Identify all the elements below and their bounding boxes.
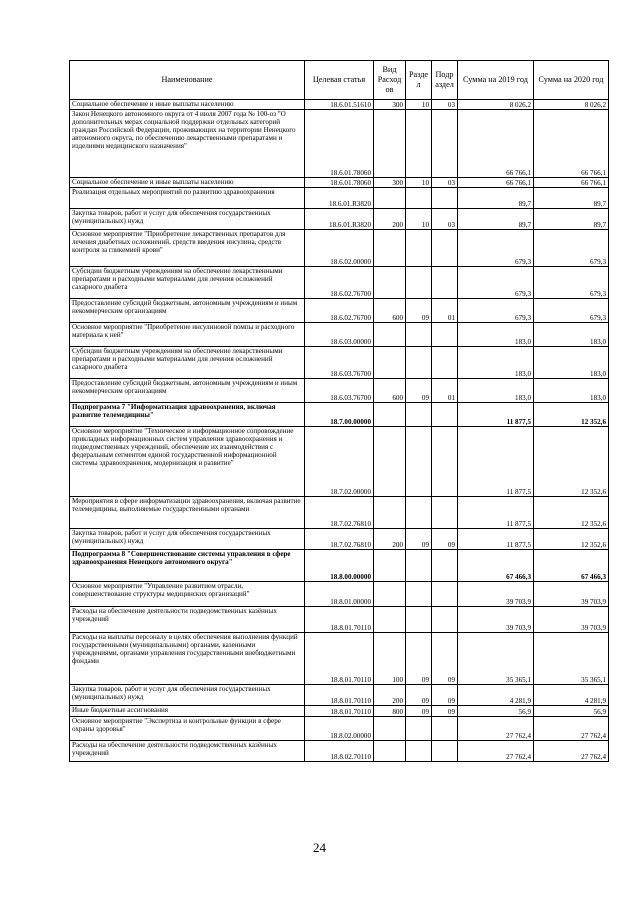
row-subsection-cell: 01 [432, 299, 458, 323]
row-sum-2020-cell: 39 703,9 [534, 607, 609, 633]
row-subsection-cell [432, 110, 458, 178]
row-name-cell: Субсидии бюджетным учреждениям на обеспечение лекарственными препаратами и расходными материалами для лечения осложнений сахарного диабета [70, 347, 305, 379]
row-name-cell: Расходы на обеспечение деятельности подведомственных казённых учреждений [70, 607, 305, 633]
row-expense-type-cell: 300 [374, 100, 406, 110]
row-section-cell [406, 427, 432, 497]
table-header-row [70, 61, 609, 100]
row-section-cell: 09 [406, 379, 432, 403]
table-body [70, 100, 609, 762]
row-expense-type-cell: 300 [374, 178, 406, 188]
row-sum-2020-cell: 35 365,1 [534, 633, 609, 685]
row-sum-2020-cell: 27 762,4 [534, 741, 609, 762]
row-section-cell [406, 267, 432, 299]
row-subsection-cell: 09 [432, 633, 458, 685]
row-expense-type-cell [374, 267, 406, 299]
row-subsection-cell: 03 [432, 178, 458, 188]
table-row [70, 299, 609, 323]
row-name-cell: Мероприятия в сфере информатизации здравоохранения, включая развитие телемедицины, выполняемые государственными органами [70, 497, 305, 529]
row-expense-type-cell [374, 497, 406, 529]
row-target-article-cell: 18.8.01.70110 [305, 706, 374, 717]
row-expense-type-cell [374, 110, 406, 178]
table-row [70, 347, 609, 379]
row-sum-2020-cell: 183,0 [534, 323, 609, 347]
row-target-article-cell: 18.7.02.00000 [305, 427, 374, 497]
row-sum-2019-cell: 67 466,3 [458, 550, 534, 582]
row-expense-type-cell [374, 717, 406, 741]
row-sum-2019-cell: 183,0 [458, 347, 534, 379]
table-row [70, 633, 609, 685]
row-sum-2019-cell: 66 766,1 [458, 178, 534, 188]
row-section-cell [406, 323, 432, 347]
table-row [70, 741, 609, 762]
row-section-cell [406, 403, 432, 427]
row-sum-2020-cell: 39 703,9 [534, 582, 609, 607]
header-expense-type: Вид Расход ов [374, 61, 406, 100]
row-sum-2019-cell: 8 026,2 [458, 100, 534, 110]
row-sum-2020-cell: 89,7 [534, 209, 609, 230]
row-sum-2020-cell: 8 026,2 [534, 100, 609, 110]
row-name-cell: Социальное обеспечение и иные выплаты населению [70, 178, 305, 188]
row-section-cell: 09 [406, 706, 432, 717]
row-subsection-cell [432, 427, 458, 497]
row-sum-2020-cell: 4 281,9 [534, 685, 609, 706]
row-subsection-cell: 09 [432, 529, 458, 550]
table-row [70, 685, 609, 706]
row-section-cell [406, 188, 432, 209]
row-expense-type-cell [374, 230, 406, 267]
row-target-article-cell: 18.6.03.76700 [305, 379, 374, 403]
row-section-cell: 09 [406, 299, 432, 323]
row-name-cell: Расходы на обеспечение деятельности подведомственных казённых учреждений [70, 741, 305, 762]
row-section-cell: 10 [406, 209, 432, 230]
row-sum-2020-cell: 679,3 [534, 230, 609, 267]
row-name-cell: Субсидии бюджетным учреждениям на обеспечение лекарственными препаратами и расходными материалами для лечения осложнений сахарного диабета [70, 267, 305, 299]
row-expense-type-cell: 800 [374, 706, 406, 717]
table-row [70, 403, 609, 427]
table-row [70, 607, 609, 633]
row-sum-2020-cell: 66 766,1 [534, 178, 609, 188]
row-expense-type-cell [374, 403, 406, 427]
row-target-article-cell: 18.6.02.76700 [305, 267, 374, 299]
row-subsection-cell [432, 403, 458, 427]
row-target-article-cell: 18.8.01.70110 [305, 607, 374, 633]
row-name-cell: Подпрограмма 8 "Совершенствование системы управления в сфере здравоохранения Ненецкого автономного округа" [70, 550, 305, 582]
table-row [70, 323, 609, 347]
row-section-cell [406, 110, 432, 178]
table-row [70, 110, 609, 178]
row-target-article-cell: 18.6.02.76700 [305, 299, 374, 323]
row-section-cell: 09 [406, 633, 432, 685]
row-sum-2019-cell: 679,3 [458, 230, 534, 267]
table-row [70, 100, 609, 110]
table-row [70, 550, 609, 582]
row-expense-type-cell: 200 [374, 685, 406, 706]
row-sum-2020-cell: 12 352,6 [534, 427, 609, 497]
row-target-article-cell: 18.7.02.76810 [305, 529, 374, 550]
row-name-cell: Закупка товаров, работ и услуг для обеспечения государственных (муниципальных) нужд [70, 685, 305, 706]
row-name-cell: Социальное обеспечение и иные выплаты населению [70, 100, 305, 110]
row-subsection-cell [432, 607, 458, 633]
row-name-cell: Основное мероприятие "Приобретение лекарственных препаратов для лечения диабетных осложнений, средств введения инсулина, средств контроля за гликемией крови" [70, 230, 305, 267]
row-sum-2019-cell: 39 703,9 [458, 582, 534, 607]
budget-table [69, 60, 609, 762]
row-subsection-cell: 01 [432, 379, 458, 403]
row-target-article-cell: 18.8.01.70110 [305, 633, 374, 685]
row-sum-2020-cell: 679,3 [534, 299, 609, 323]
row-subsection-cell: 03 [432, 209, 458, 230]
row-sum-2019-cell: 39 703,9 [458, 607, 534, 633]
row-subsection-cell [432, 267, 458, 299]
row-target-article-cell: 18.8.01.00000 [305, 582, 374, 607]
row-target-article-cell: 18.6.01.51610 [305, 100, 374, 110]
row-sum-2019-cell: 89,7 [458, 209, 534, 230]
row-sum-2020-cell: 56,9 [534, 706, 609, 717]
row-name-cell: Закон Ненецкого автономного округа от 4 июля 2007 года № 100-оз "О дополнительных мерах социальной поддержки отдельных категорий граждан Российской Федерации, проживающих на территории Ненецкого автономного округа, по обеспечению лекарственными препаратами и изделиями медицинского назначения" [70, 110, 305, 178]
row-sum-2019-cell: 183,0 [458, 323, 534, 347]
row-name-cell: Предоставление субсидий бюджетным, автономным учреждениям и иным некоммерческим организациям [70, 379, 305, 403]
row-section-cell [406, 550, 432, 582]
row-section-cell [406, 741, 432, 762]
row-target-article-cell: 18.8.02.00000 [305, 717, 374, 741]
row-sum-2020-cell: 89,7 [534, 188, 609, 209]
row-sum-2020-cell: 67 466,3 [534, 550, 609, 582]
row-expense-type-cell [374, 323, 406, 347]
row-sum-2019-cell: 4 281,9 [458, 685, 534, 706]
row-section-cell [406, 347, 432, 379]
row-subsection-cell [432, 188, 458, 209]
row-sum-2020-cell: 183,0 [534, 379, 609, 403]
table-row [70, 230, 609, 267]
row-sum-2020-cell: 183,0 [534, 347, 609, 379]
row-sum-2020-cell: 12 352,6 [534, 403, 609, 427]
row-sum-2020-cell: 12 352,6 [534, 497, 609, 529]
row-expense-type-cell [374, 582, 406, 607]
row-expense-type-cell: 600 [374, 379, 406, 403]
row-section-cell: 09 [406, 529, 432, 550]
row-target-article-cell: 18.8.02.70110 [305, 741, 374, 762]
row-sum-2019-cell: 11 877,5 [458, 529, 534, 550]
row-target-article-cell: 18.6.01.78060 [305, 178, 374, 188]
row-target-article-cell: 18.6.01.R3820 [305, 188, 374, 209]
row-sum-2019-cell: 679,3 [458, 299, 534, 323]
row-name-cell: Расходы на выплаты персоналу в целях обеспечения выполнения функций государственными (муниципальными) органами, казенными учреждениями, органами управления государственными внебюджетными фондами [70, 633, 305, 685]
row-name-cell: Предоставление субсидий бюджетным, автономным учреждениям и иным некоммерческим организациям [70, 299, 305, 323]
row-sum-2020-cell: 66 766,1 [534, 110, 609, 178]
row-name-cell: Реализация отдельных мероприятий по развитию здравоохранения [70, 188, 305, 209]
row-section-cell [406, 582, 432, 607]
row-expense-type-cell: 200 [374, 529, 406, 550]
row-name-cell: Основное мероприятие "Техническое и информационное сопровождение прикладных информационных систем управления здравоохранения и подведомственных учреждений, обеспечение их взаимодействия с федеральным сегментом единой государственной информационной системы здравоохранения, модернизация и развитие" [70, 427, 305, 497]
row-target-article-cell: 18.6.03.76700 [305, 347, 374, 379]
row-sum-2020-cell: 679,3 [534, 267, 609, 299]
table-row [70, 529, 609, 550]
table-row [70, 582, 609, 607]
row-expense-type-cell [374, 741, 406, 762]
row-subsection-cell: 09 [432, 685, 458, 706]
header-target-article: Целевая статья [305, 61, 374, 100]
table-row [70, 209, 609, 230]
row-expense-type-cell [374, 607, 406, 633]
row-subsection-cell [432, 741, 458, 762]
row-sum-2019-cell: 56,9 [458, 706, 534, 717]
row-name-cell: Основное мероприятие "Управление развитием отрасли, совершенствование структуры медицинских организаций" [70, 582, 305, 607]
row-target-article-cell: 18.7.00.00000 [305, 403, 374, 427]
row-target-article-cell: 18.6.03.00000 [305, 323, 374, 347]
header-name: Наименование [70, 61, 305, 100]
header-sum-2020: Сумма на 2020 год [534, 61, 609, 100]
row-sum-2019-cell: 89,7 [458, 188, 534, 209]
row-section-cell [406, 497, 432, 529]
row-expense-type-cell: 100 [374, 633, 406, 685]
row-subsection-cell: 09 [432, 706, 458, 717]
row-section-cell: 09 [406, 685, 432, 706]
row-name-cell: Закупка товаров, работ и услуг для обеспечения государственных (муниципальных) нужд [70, 529, 305, 550]
table-row [70, 188, 609, 209]
row-sum-2019-cell: 11 877,5 [458, 403, 534, 427]
row-subsection-cell [432, 347, 458, 379]
table-row [70, 178, 609, 188]
table-row [70, 717, 609, 741]
row-expense-type-cell [374, 550, 406, 582]
row-expense-type-cell [374, 427, 406, 497]
row-section-cell [406, 230, 432, 267]
row-target-article-cell: 18.8.01.70110 [305, 685, 374, 706]
row-subsection-cell [432, 550, 458, 582]
row-expense-type-cell [374, 188, 406, 209]
row-name-cell: Иные бюджетные ассигнования [70, 706, 305, 717]
row-target-article-cell: 18.6.01.R3820 [305, 209, 374, 230]
row-name-cell: Закупка товаров, работ и услуг для обеспечения государственных (муниципальных) нужд [70, 209, 305, 230]
row-section-cell [406, 607, 432, 633]
row-expense-type-cell [374, 347, 406, 379]
row-sum-2019-cell: 679,3 [458, 267, 534, 299]
table-row [70, 379, 609, 403]
table-row [70, 497, 609, 529]
row-sum-2019-cell: 11 877,5 [458, 497, 534, 529]
row-subsection-cell [432, 323, 458, 347]
row-sum-2020-cell: 12 352,6 [534, 529, 609, 550]
table-row [70, 267, 609, 299]
row-expense-type-cell: 200 [374, 209, 406, 230]
header-sum-2019: Сумма на 2019 год [458, 61, 534, 100]
row-subsection-cell [432, 717, 458, 741]
row-section-cell: 10 [406, 100, 432, 110]
row-expense-type-cell: 600 [374, 299, 406, 323]
row-sum-2019-cell: 27 762,4 [458, 741, 534, 762]
table-row [70, 706, 609, 717]
row-subsection-cell [432, 230, 458, 267]
row-section-cell [406, 717, 432, 741]
row-subsection-cell [432, 582, 458, 607]
row-target-article-cell: 18.8.00.00000 [305, 550, 374, 582]
row-name-cell: Основное мероприятие "Экспертиза и контрольные функции в сфере охраны здоровья" [70, 717, 305, 741]
row-subsection-cell [432, 497, 458, 529]
row-sum-2020-cell: 27 762,4 [534, 717, 609, 741]
table-row [70, 427, 609, 497]
row-subsection-cell: 03 [432, 100, 458, 110]
row-target-article-cell: 18.7.02.76810 [305, 497, 374, 529]
page-number: 24 [313, 840, 326, 855]
row-sum-2019-cell: 66 766,1 [458, 110, 534, 178]
row-target-article-cell: 18.6.01.78060 [305, 110, 374, 178]
row-name-cell: Основное мероприятие "Приобретение инсулиновой помпы и расходного материала к ней" [70, 323, 305, 347]
row-sum-2019-cell: 35 365,1 [458, 633, 534, 685]
header-section: Разде л [406, 61, 432, 100]
header-subsection: Подр аздел [432, 61, 458, 100]
row-name-cell: Подпрограмма 7 "Информатизация здравоохранения, включая развитие телемедицины" [70, 403, 305, 427]
row-sum-2019-cell: 183,0 [458, 379, 534, 403]
row-section-cell: 10 [406, 178, 432, 188]
row-target-article-cell: 18.6.02.00000 [305, 230, 374, 267]
row-sum-2019-cell: 27 762,4 [458, 717, 534, 741]
row-sum-2019-cell: 11 877,5 [458, 427, 534, 497]
